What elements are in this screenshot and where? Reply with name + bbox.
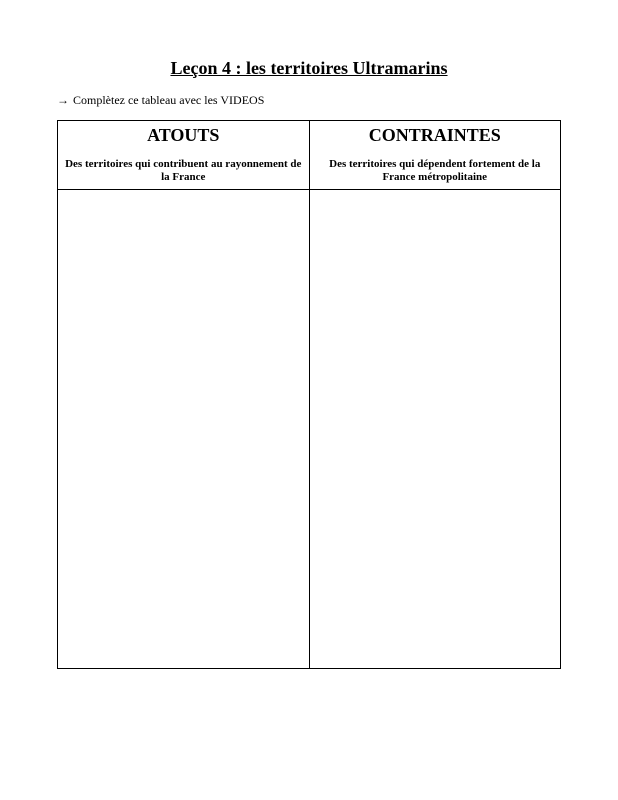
instruction-text: Complètez ce tableau avec les VIDEOS: [73, 93, 265, 107]
arrow-right-icon: →: [57, 93, 69, 107]
column-subheading: Des territoires qui dépendent fortement de la France métropolitaine: [329, 158, 541, 183]
worksheet-table: [57, 120, 561, 669]
column-header-atouts: [58, 121, 310, 190]
answer-cell-contraintes[interactable]: [309, 190, 561, 669]
table-body-row: [58, 190, 561, 669]
answer-cell-atouts[interactable]: [58, 190, 310, 669]
lesson-title: Leçon 4 : les territoires Ultramarins: [170, 58, 448, 78]
instruction: [57, 93, 264, 108]
column-heading: ATOUTS: [147, 125, 220, 145]
column-subheading: Des territoires qui contribuent au rayonnement de la France: [65, 158, 302, 183]
column-header-contraintes: [309, 121, 561, 190]
column-heading: CONTRAINTES: [368, 125, 501, 145]
table-header-row: [58, 121, 561, 190]
